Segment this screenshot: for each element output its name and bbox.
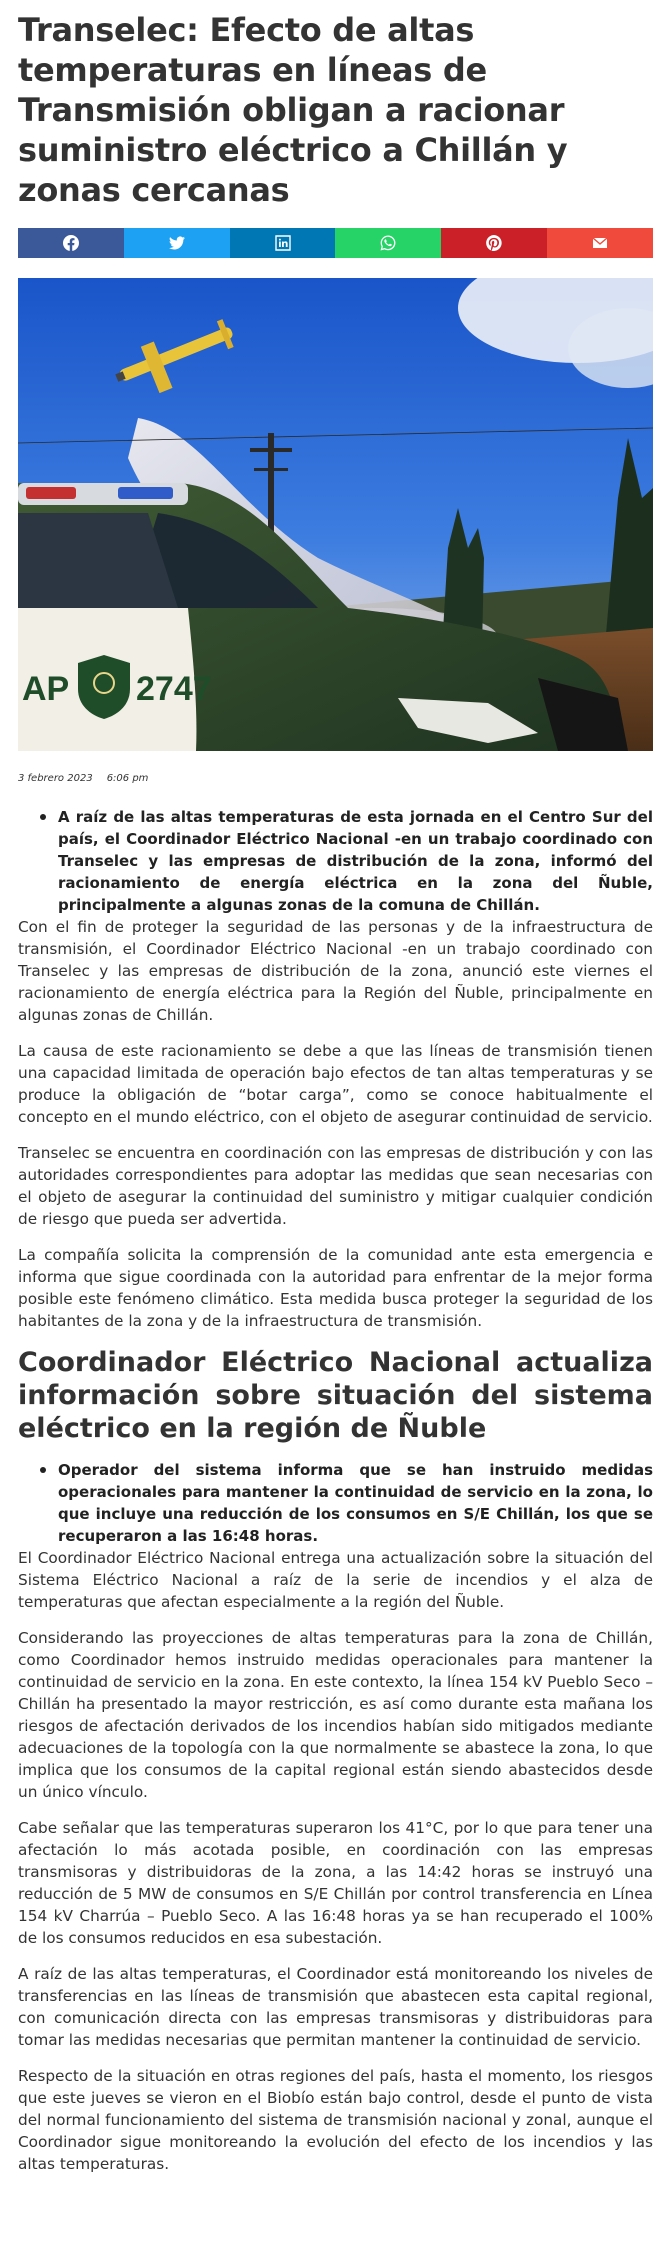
body-paragraph-3: Transelec se encuentra en coordinación con las empresas de distribución y con las autoridades correspondientes para adoptar las medidas que sean necesarias con el objeto de asegurar la continuidad del suministro y mitigar cualquier condición de riesgo que pueda ser advertida.: [18, 1144, 653, 1228]
whatsapp-icon: [380, 235, 396, 251]
body-paragraph-1: Con el fin de proteger la seguridad de las personas y de la infraestructura de transmisión, el Coordinador Eléctrico Nacional -en un trabajo coordinado con Transelec y las empresas de distribución de la zona, anunció este viernes el racionamiento de energía eléctrica para la Región del Ñuble, principalmente en algunas zonas de Chillán.: [18, 918, 653, 1024]
section-paragraph-3: Cabe señalar que las temperaturas superaron los 41°C, por lo que para tener una afectación lo más acotada posible, en coordinación con las empresas transmisoras y distribuidoras de la zona, a las 14:42 horas se instruyó una reducción de 5 MW de consumos en S/E Chillán por control transferencia en Línea 154 kV Charrúa – Pueblo Seco. A las 16:48 horas ya se han recuperado el 100% de los consumos reducidos en esa subestación.: [18, 1819, 653, 1947]
twitter-icon: [169, 235, 185, 251]
summary-bullet: A raíz de las altas temperaturas de esta jornada en el Centro Sur del país, el Coordinador Eléctrico Nacional -en un trabajo coordinado con Transelec y las empresas de distribución de la zona, informó del racionamiento de energía eléctrica en la zona del Ñuble, principalmente a algunas zonas de la comuna de Chillán.: [58, 808, 653, 914]
linkedin-icon: [275, 235, 291, 251]
article-meta: [18, 773, 653, 784]
share-email-button[interactable]: [547, 228, 653, 258]
firefighting-plane-and-police-car-photo: [18, 278, 653, 751]
car-plate-text-right: 2747: [136, 670, 212, 708]
car-plate-text-left: AP: [22, 670, 70, 708]
summary-list: [18, 806, 653, 916]
share-pinterest-button[interactable]: [441, 228, 547, 258]
article-hero-image: [18, 278, 653, 751]
article-body: [18, 916, 653, 1332]
facebook-icon: [63, 235, 79, 251]
article-date: 3 febrero 2023: [18, 773, 93, 784]
share-bar: [18, 228, 653, 258]
section-summary-bullet: Operador del sistema informa que se han instruido medidas operacionales para mantener la continuidad de servicio en la zona, lo que incluye una reducción de los consumos en S/E Chillán, los que se recuperaron a las 16:48 horas.: [58, 1461, 653, 1545]
section-paragraph-2: Considerando las proyecciones de altas temperaturas para la zona de Chillán, como Coordinador hemos instruido medidas operacionales para mantener la continuidad de servicio en la zona. En este contexto, la línea 154 kV Pueblo Seco – Chillán ha presentado la mayor restricción, es así como durante esta mañana los riesgos de afectación derivados de los incendios habían sido mitigados mediante adecuaciones de la topología con la que normalmente se abastece la zona, lo que implica que los consumos de la capital regional están siendo abastecidos desde un único vínculo.: [18, 1629, 653, 1801]
article-time: 6:06 pm: [106, 773, 149, 784]
body-paragraph-2: La causa de este racionamiento se debe a que las líneas de transmisión tienen una capacidad limitada de operación bajo efectos de tan altas temperaturas y se produce la obligación de “botar carga”, como se conoce habitualmente el concepto en el mundo eléctrico, con el objeto de asegurar continuidad de servicio.: [18, 1042, 653, 1126]
section-paragraph-1: El Coordinador Eléctrico Nacional entrega una actualización sobre la situación del Sistema Eléctrico Nacional a raíz de la serie de incendios y el alza de temperaturas que afectan especialmente a la región del Ñuble.: [18, 1549, 653, 1611]
section-paragraph-4: A raíz de las altas temperaturas, el Coordinador está monitoreando los niveles de transferencias en las líneas de transmisión que abastecen esta capital regional, con comunicación directa con las empresas transmisoras y distribuidoras para tomar las medidas necesarias que permitan mantener la continuidad de servicio.: [18, 1965, 653, 2049]
section-subheading: Coordinador Eléctrico Nacional actualiza información sobre situación del sistema eléctrico en la región de Ñuble: [18, 1347, 653, 1444]
body-paragraph-4: La compañía solicita la comprensión de la comunidad ante esta emergencia e informa que sigue coordinada con la autoridad para enfrentar de la mejor forma posible este fenómeno climático. Esta medida busca proteger la seguridad de los habitantes de la zona y de la infraestructura de transmisión.: [18, 1246, 653, 1330]
section-body: [18, 1547, 653, 2175]
share-linkedin-button[interactable]: [230, 228, 336, 258]
email-icon: [592, 235, 608, 251]
article-headline: Transelec: Efecto de altas temperaturas en líneas de Transmisión obligan a racionar suministro eléctrico a Chillán y zonas cercanas: [18, 11, 568, 209]
share-whatsapp-button[interactable]: [335, 228, 441, 258]
share-twitter-button[interactable]: [124, 228, 230, 258]
section-summary-list: [18, 1459, 653, 1547]
section-paragraph-5: Respecto de la situación en otras regiones del país, hasta el momento, los riesgos que este jueves se vieron en el Biobío están bajo control, desde el punto de vista del normal funcionamiento del sistema de transmisión nacional y zonal, aunque el Coordinador sigue monitoreando la evolución del efecto de los incendios y las altas temperaturas.: [18, 2067, 653, 2173]
pinterest-icon: [486, 235, 502, 251]
share-facebook-button[interactable]: [18, 228, 124, 258]
